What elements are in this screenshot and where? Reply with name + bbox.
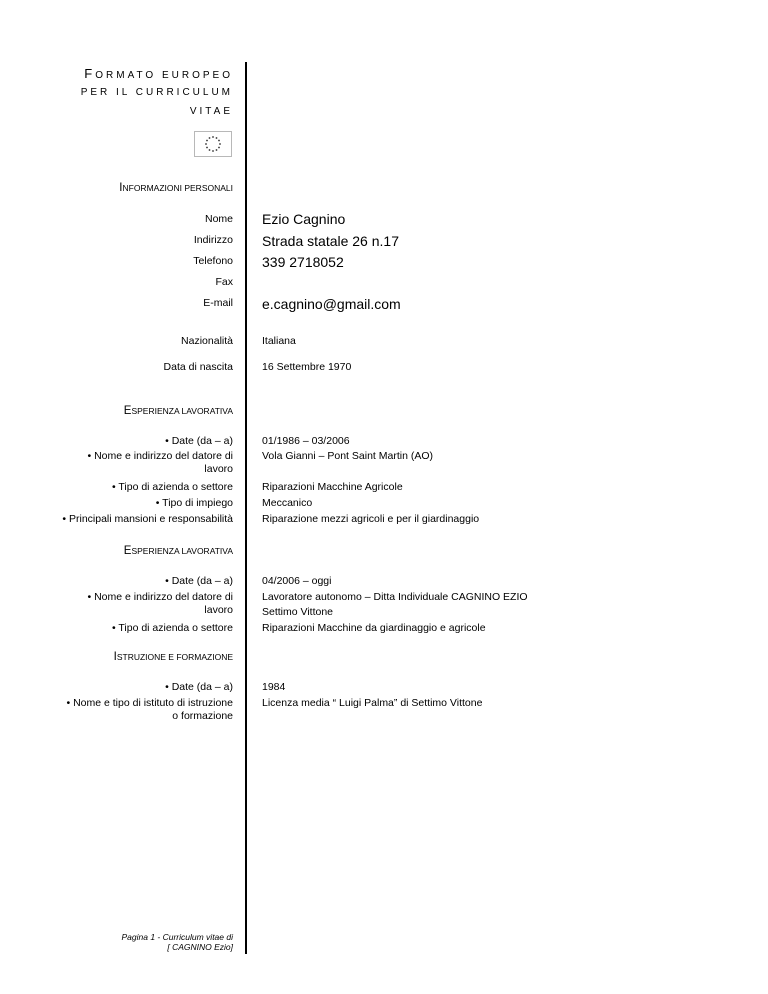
work2-employer-value: Lavoratore autonomo – Ditta Individuale CAGNINO EZIO [262, 591, 528, 603]
section-title: STRUZIONE E FORMAZIONE [116, 652, 233, 662]
address-value: Strada statale 26 n.17 [262, 233, 399, 249]
nationality-value: Italiana [262, 335, 296, 347]
header-line-2: PER IL CURRICULUM [80, 87, 233, 98]
phone-value: 339 2718052 [262, 254, 344, 270]
column-divider [245, 62, 247, 954]
work1-sector-label: • Tipo di azienda o settore [111, 481, 233, 493]
section-work-experience-2 [124, 545, 233, 557]
section-education [114, 651, 233, 663]
education-date-value: 1984 [262, 681, 286, 693]
header-line-1 [84, 66, 233, 81]
education-school-label-cont: o formazione [172, 710, 233, 722]
section-initial: I [113, 651, 117, 663]
education-school-value: Licenza media “ Luigi Palma” di Settimo Vittone [262, 697, 483, 709]
education-date-label: • Date (da – a) [165, 681, 233, 693]
work2-date-label: • Date (da – a) [165, 575, 233, 587]
work1-job-label: • Tipo di impiego [155, 497, 233, 509]
work1-date-label: • Date (da – a) [165, 435, 233, 447]
birth-date-label: Data di nascita [163, 361, 233, 373]
work1-employer-value: Vola Gianni – Pont Saint Martin (AO) [262, 450, 433, 462]
work1-duties-label: • Principali mansioni e responsabilità [62, 513, 233, 525]
work2-sector-label: • Tipo di azienda o settore [111, 622, 233, 634]
work1-employer-label: • Nome e indirizzo del datore di [87, 450, 233, 462]
section-initial: E [123, 545, 132, 557]
header-initial: F [84, 66, 96, 81]
header-line-1-text: ORMATO EUROPEO [95, 70, 233, 81]
phone-label: Telefono [193, 255, 233, 267]
section-personal-info [119, 182, 233, 194]
work1-date-value: 01/1986 – 03/2006 [262, 435, 350, 447]
nationality-label: Nazionalità [181, 335, 233, 347]
section-initial: E [123, 405, 132, 417]
work1-sector-value: Riparazioni Macchine Agricole [262, 481, 403, 493]
email-value: e.cagnino@gmail.com [262, 296, 401, 312]
name-value: Ezio Cagnino [262, 211, 346, 227]
section-initial: I [119, 182, 123, 194]
footer-name: [ CAGNINO Ezio] [167, 942, 233, 952]
fax-label: Fax [215, 276, 233, 288]
section-title: SPERIENZA LAVORATIVA [131, 546, 233, 556]
work1-employer-label-cont: lavoro [204, 463, 233, 475]
name-label: Nome [204, 213, 233, 225]
section-title: NFORMAZIONI PERSONALI [122, 183, 233, 193]
work2-sector-value: Riparazioni Macchine da giardinaggio e agricole [262, 622, 486, 634]
header-line-3: VITAE [189, 106, 233, 117]
address-label: Indirizzo [193, 234, 233, 246]
education-school-label: • Nome e tipo di istituto di istruzione [66, 697, 233, 709]
section-work-experience-1 [124, 405, 233, 417]
section-title: SPERIENZA LAVORATIVA [131, 406, 233, 416]
eu-flag-icon [194, 131, 232, 157]
work1-job-value: Meccanico [262, 497, 313, 509]
work2-date-value: 04/2006 – oggi [262, 575, 332, 587]
work2-employer-label: • Nome e indirizzo del datore di [87, 591, 233, 603]
footer-page-info: Pagina 1 - Curriculum vitae di [121, 932, 233, 942]
work2-employer-location: Settimo Vittone [262, 606, 334, 618]
work2-employer-label-cont: lavoro [204, 604, 233, 616]
work1-duties-value: Riparazione mezzi agricoli e per il giardinaggio [262, 513, 480, 525]
email-label: E-mail [203, 297, 233, 309]
birth-date-value: 16 Settembre 1970 [262, 361, 352, 373]
